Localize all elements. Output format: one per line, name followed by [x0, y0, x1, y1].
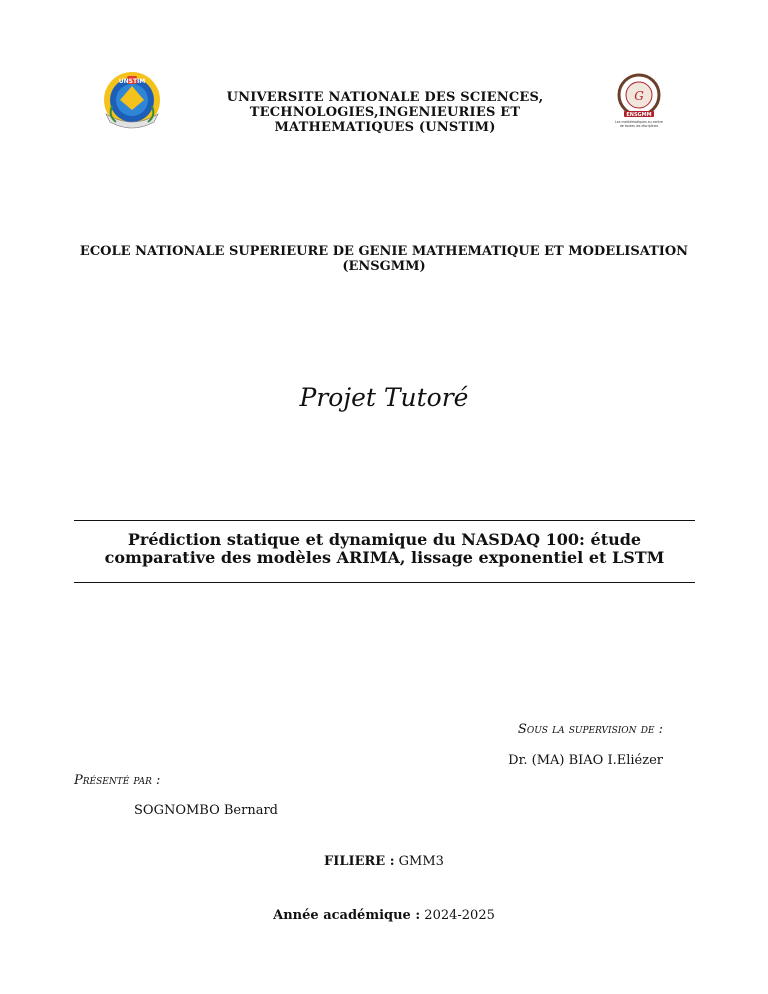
- svg-text:ENSGMM: ENSGMM: [626, 112, 652, 118]
- svg-text:Les mathématiques au centre: Les mathématiques au centre: [615, 120, 663, 124]
- title-rule-top: [74, 520, 695, 521]
- supervisor-name: Dr. (MA) BIAO I.Eliézer: [508, 753, 663, 768]
- presented-by-label: Présenté par :: [74, 773, 161, 788]
- filiere-value: GMM3: [398, 854, 444, 869]
- author-name: SOGNOMBO Bernard: [134, 803, 278, 818]
- thesis-title: Prédiction statique et dynamique du NASDAQ 100: étude comparative des modèles ARIMA, lissage exponentiel et LSTM: [104, 530, 665, 567]
- academic-year-label: Année académique :: [273, 908, 421, 923]
- svg-text:de toutes les disciplines: de toutes les disciplines: [619, 124, 659, 128]
- school-name: ECOLE NATIONALE SUPERIEURE DE GENIE MATHEMATIQUE ET MODELISATION (ENSGMM): [79, 244, 689, 274]
- school-seal-icon: [604, 70, 674, 130]
- svg-text:UNSTIM: UNSTIM: [118, 78, 146, 85]
- university-name: UNIVERSITE NATIONALE DES SCIENCES, TECHNOLOGIES,INGENIEURIES ET MATHEMATIQUES (UNSTIM): [226, 90, 544, 135]
- project-type: Projet Tutoré: [299, 383, 469, 412]
- university-crest-icon: [96, 70, 168, 132]
- academic-year-value: 2024-2025: [424, 908, 495, 923]
- filiere-label: FILIERE :: [324, 854, 395, 869]
- supervision-label: Sous la supervision de :: [517, 722, 663, 737]
- academic-year-line: [0, 908, 768, 923]
- title-rule-bottom: [74, 582, 695, 583]
- unstim-logo: [96, 70, 168, 132]
- filiere-line: [0, 854, 768, 869]
- ensgmm-logo: [604, 70, 674, 130]
- svg-text:G: G: [634, 89, 644, 103]
